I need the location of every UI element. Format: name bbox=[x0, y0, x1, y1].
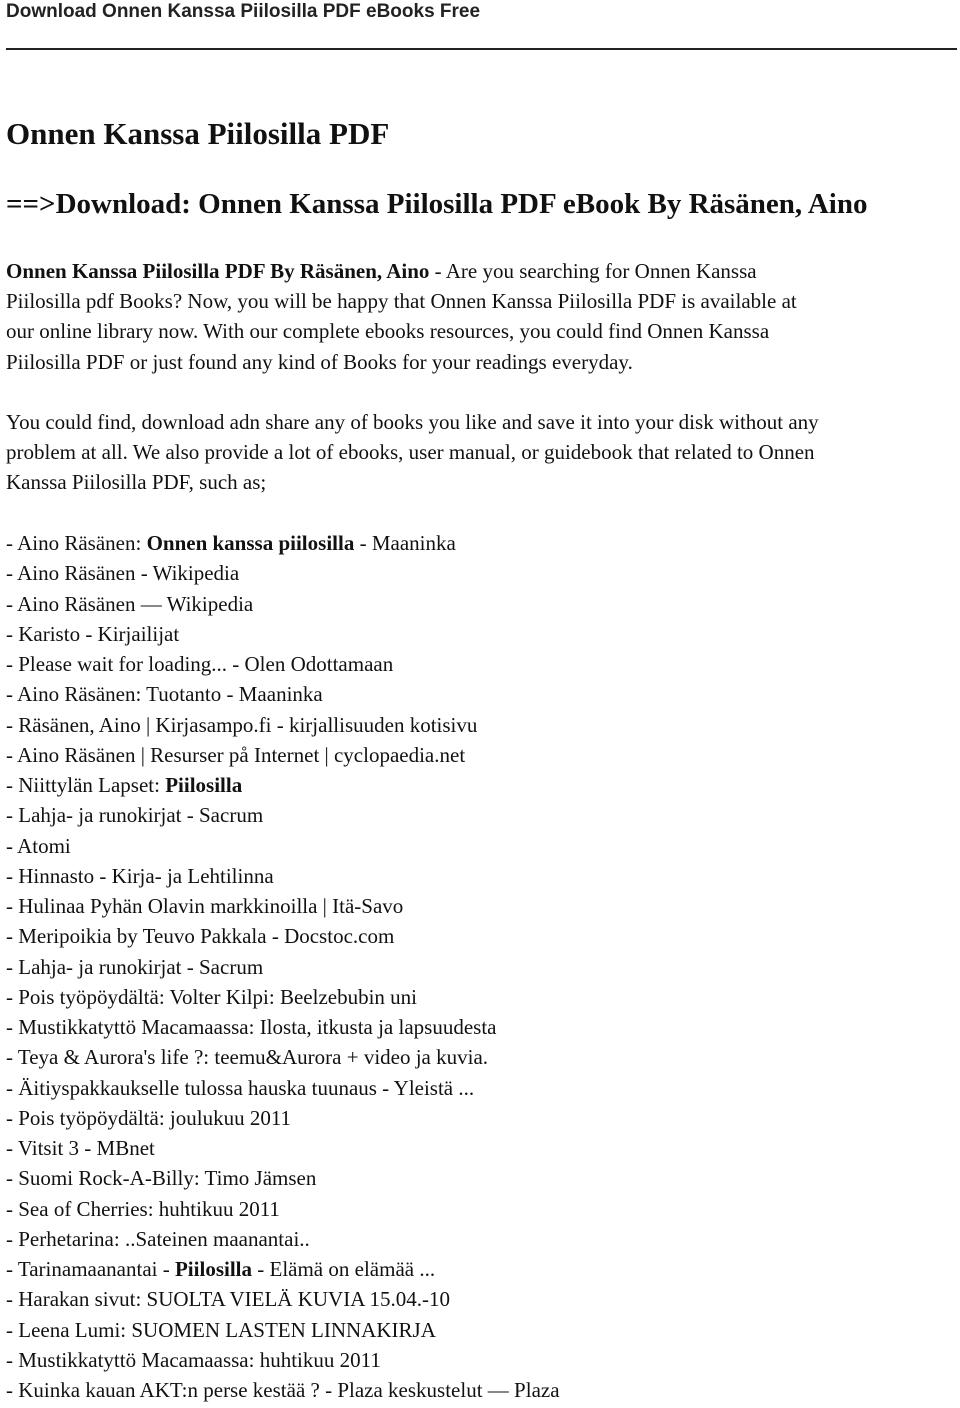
list-item bbox=[6, 800, 560, 830]
list-item bbox=[6, 891, 560, 921]
list-item-text: - Leena Lumi: SUOMEN LASTEN LINNAKIRJA bbox=[6, 1317, 436, 1342]
list-item bbox=[6, 1103, 560, 1133]
download-heading: ==>Download: Onnen Kanssa Piilosilla PDF eBook By Räsänen, Aino bbox=[6, 188, 868, 220]
intro-line-2: Piilosilla pdf Books? Now, you will be happy that Onnen Kanssa Piilosilla PDF is available at bbox=[6, 289, 797, 314]
list-item-text: - Äitiyspakkaukselle tulossa hauska tuunaus - Yleistä ... bbox=[6, 1075, 475, 1100]
list-item-text: - Harakan sivut: SUOLTA VIELÄ KUVIA 15.04.-10 bbox=[6, 1287, 450, 1312]
list-item-text: - Aino Räsänen: bbox=[6, 531, 147, 555]
list-item bbox=[6, 649, 560, 679]
list-item-text: - Teya & Aurora's life ?: teemu&Aurora + video ja kuvia. bbox=[6, 1045, 489, 1070]
list-item-text: - Perhetarina: ..Sateinen maanantai.. bbox=[6, 1226, 310, 1251]
list-item-text: - Vitsit 3 - MBnet bbox=[6, 1136, 155, 1160]
list-item-text-suffix: - Elämä on elämää ... bbox=[252, 1257, 436, 1281]
list-item bbox=[6, 1073, 560, 1103]
document-title: Onnen Kanssa Piilosilla PDF bbox=[6, 116, 390, 151]
list-item-text: - Mustikkatyttö Macamaassa: huhtikuu 2011 bbox=[6, 1347, 381, 1372]
list-item bbox=[6, 1224, 560, 1254]
list-item bbox=[6, 1254, 560, 1284]
list-item bbox=[6, 1042, 560, 1072]
list-item-text: - Lahja- ja runokirjat - Sacrum bbox=[6, 803, 264, 828]
list-item bbox=[6, 1375, 560, 1405]
list-item bbox=[6, 921, 560, 951]
list-item bbox=[6, 589, 560, 619]
list-item-text: - Räsänen, Aino | Kirjasampo.fi - kirjallisuuden kotisivu bbox=[6, 712, 478, 737]
list-item-text: - Aino Räsänen: Tuotanto - Maaninka bbox=[6, 682, 323, 707]
list-item-text: - Niittylän Lapset: bbox=[6, 773, 166, 797]
list-item-text: - Karisto - Kirjailijat bbox=[6, 621, 180, 646]
list-item-text: - Pois työpöydältä: Volter Kilpi: Beelzebubin uni bbox=[6, 984, 418, 1009]
list-item bbox=[6, 770, 560, 800]
running-header-title: Download Onnen Kanssa Piilosilla PDF eBooks Free bbox=[6, 1, 481, 22]
list-item bbox=[6, 1133, 560, 1163]
list-item bbox=[6, 740, 560, 770]
list-item-bold-text: Piilosilla bbox=[174, 1257, 252, 1281]
intro-line-1-rest: - Are you searching for Onnen Kanssa bbox=[429, 259, 757, 283]
list-item bbox=[6, 1194, 560, 1224]
list-item-text: - Lahja- ja runokirjat - Sacrum bbox=[6, 954, 264, 979]
list-item bbox=[6, 982, 560, 1012]
list-item bbox=[6, 1315, 560, 1345]
list-item bbox=[6, 558, 560, 588]
list-item bbox=[6, 528, 560, 558]
list-item-text: - Kuinka kauan AKT:n perse kestää ? - Plaza keskustelut — Plaza bbox=[6, 1378, 560, 1402]
list-item-bold-text: Onnen kanssa piilosilla bbox=[146, 531, 355, 555]
list-item bbox=[6, 1012, 560, 1042]
list-item-text: - Hinnasto - Kirja- ja Lehtilinna bbox=[6, 863, 274, 888]
list-item-text: - Please wait for loading... - Olen Odottamaan bbox=[6, 652, 394, 676]
list-item bbox=[6, 861, 560, 891]
list-item bbox=[6, 710, 560, 740]
list-item-text: - Hulinaa Pyhän Olavin markkinoilla | Itä-Savo bbox=[6, 894, 404, 918]
intro-line-4: Piilosilla PDF or just found any kind of Books for your readings everyday. bbox=[6, 349, 633, 374]
intro-line-1 bbox=[6, 256, 956, 286]
second-line-2: problem at all. We also provide a lot of ebooks, user manual, or guidebook that related to Onnen bbox=[6, 440, 815, 465]
header-divider bbox=[6, 48, 957, 50]
list-item-text: - Mustikkatyttö Macamaassa: Ilosta, itkusta ja lapsuudesta bbox=[6, 1015, 497, 1039]
list-item-text: - Aino Räsänen | Resurser på Internet | cyclopaedia.net bbox=[6, 742, 466, 767]
second-line-1: You could find, download adn share any of books you like and save it into your disk without any bbox=[6, 410, 819, 434]
list-item bbox=[6, 831, 560, 861]
intro-line-3: our online library now. With our complete ebooks resources, you could find Onnen Kanssa bbox=[6, 319, 770, 344]
list-item-text: - Aino Räsänen - Wikipedia bbox=[6, 561, 240, 586]
intro-paragraph bbox=[6, 256, 956, 377]
list-item bbox=[6, 1163, 560, 1193]
list-item-bold-text: Piilosilla bbox=[165, 773, 243, 797]
list-item-text: - Sea of Cherries: huhtikuu 2011 bbox=[6, 1196, 280, 1221]
list-item bbox=[6, 619, 560, 649]
list-item bbox=[6, 1284, 560, 1314]
list-item-text-suffix: - Maaninka bbox=[354, 531, 456, 555]
related-books-list bbox=[6, 528, 560, 1405]
list-item-text: - Meripoikia by Teuvo Pakkala - Docstoc.com bbox=[6, 924, 395, 949]
list-item bbox=[6, 1345, 560, 1375]
list-item bbox=[6, 952, 560, 982]
second-paragraph bbox=[6, 407, 956, 498]
second-line-3: Kanssa Piilosilla PDF, such as; bbox=[6, 470, 267, 495]
list-item-text: - Suomi Rock-A-Billy: Timo Jämsen bbox=[6, 1166, 317, 1191]
intro-bold-lead: Onnen Kanssa Piilosilla PDF By Räsänen, Aino bbox=[6, 259, 430, 283]
list-item-text: - Atomi bbox=[6, 833, 71, 858]
list-item-text: - Aino Räsänen — Wikipedia bbox=[6, 591, 254, 616]
list-item-text: - Tarinamaanantai - bbox=[6, 1257, 175, 1281]
list-item bbox=[6, 679, 560, 709]
list-item-text: - Pois työpöydältä: joulukuu 2011 bbox=[6, 1105, 292, 1130]
